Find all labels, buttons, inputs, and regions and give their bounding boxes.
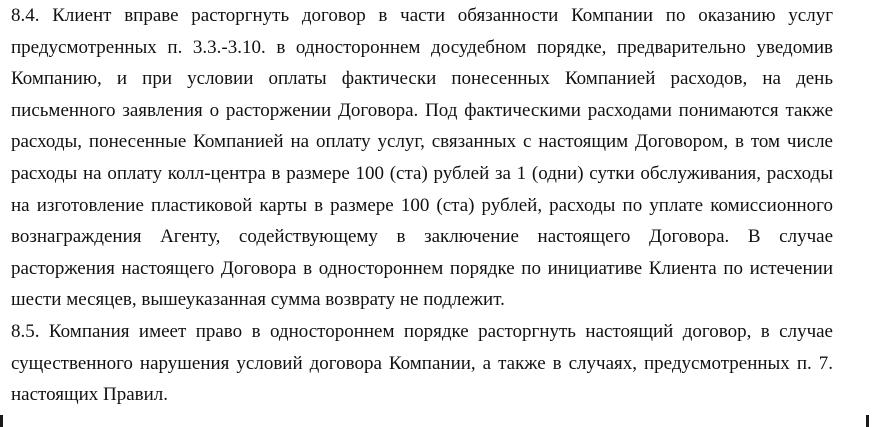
paragraph-line: предусмотренных п. 3.3.-3.10. в одностороннем досудебном порядке, предварительно уведомив — [11, 36, 833, 58]
paragraph-line: расходы на оплату колл-центра в размере 100 (ста) рублей за 1 (одни) сутки обслуживания, расходы — [11, 162, 833, 184]
paragraph-line: 8.5. Компания имеет право в одностороннем порядке расторгнуть настоящий договор, в случае — [11, 320, 833, 342]
paragraph-line: 8.4. Клиент вправе расторгнуть договор в части обязанности Компании по оказанию услуг — [11, 5, 833, 26]
paragraph-8-4 — [11, 0, 833, 316]
scan-edge-mark-right — [866, 415, 869, 427]
paragraph-line: существенного нарушения условий договора Компании, а также в случаях, предусмотренных п. 7. — [11, 352, 833, 374]
scan-edge-mark-left — [0, 415, 3, 427]
paragraph-line: расходы, понесенные Компанией на оплату услуг, связанных с настоящим Договором, в том числе — [11, 131, 833, 153]
document-body — [11, 0, 833, 411]
paragraph-line: Компанию, и при условии оплаты фактически понесенных Компанией расходов, на день — [11, 68, 833, 90]
paragraph-line: на изготовление пластиковой карты в размере 100 (ста) рублей, расходы по уплате комиссионного — [11, 194, 833, 216]
paragraph-line: вознаграждения Агенту, содействующему в заключение настоящего Договора. В случае — [11, 226, 833, 248]
paragraph-8-5 — [11, 316, 833, 411]
paragraph-line: шести месяцев, вышеуказанная сумма возврату не подлежит. — [11, 289, 505, 311]
paragraph-line: расторжения настоящего Договора в одностороннем порядке по инициативе Клиента по истечении — [11, 257, 833, 279]
paragraph-line: настоящих Правил. — [11, 384, 169, 406]
paragraph-line: письменного заявления о расторжении Договора. Под фактическими расходами понимаются также — [11, 99, 833, 121]
